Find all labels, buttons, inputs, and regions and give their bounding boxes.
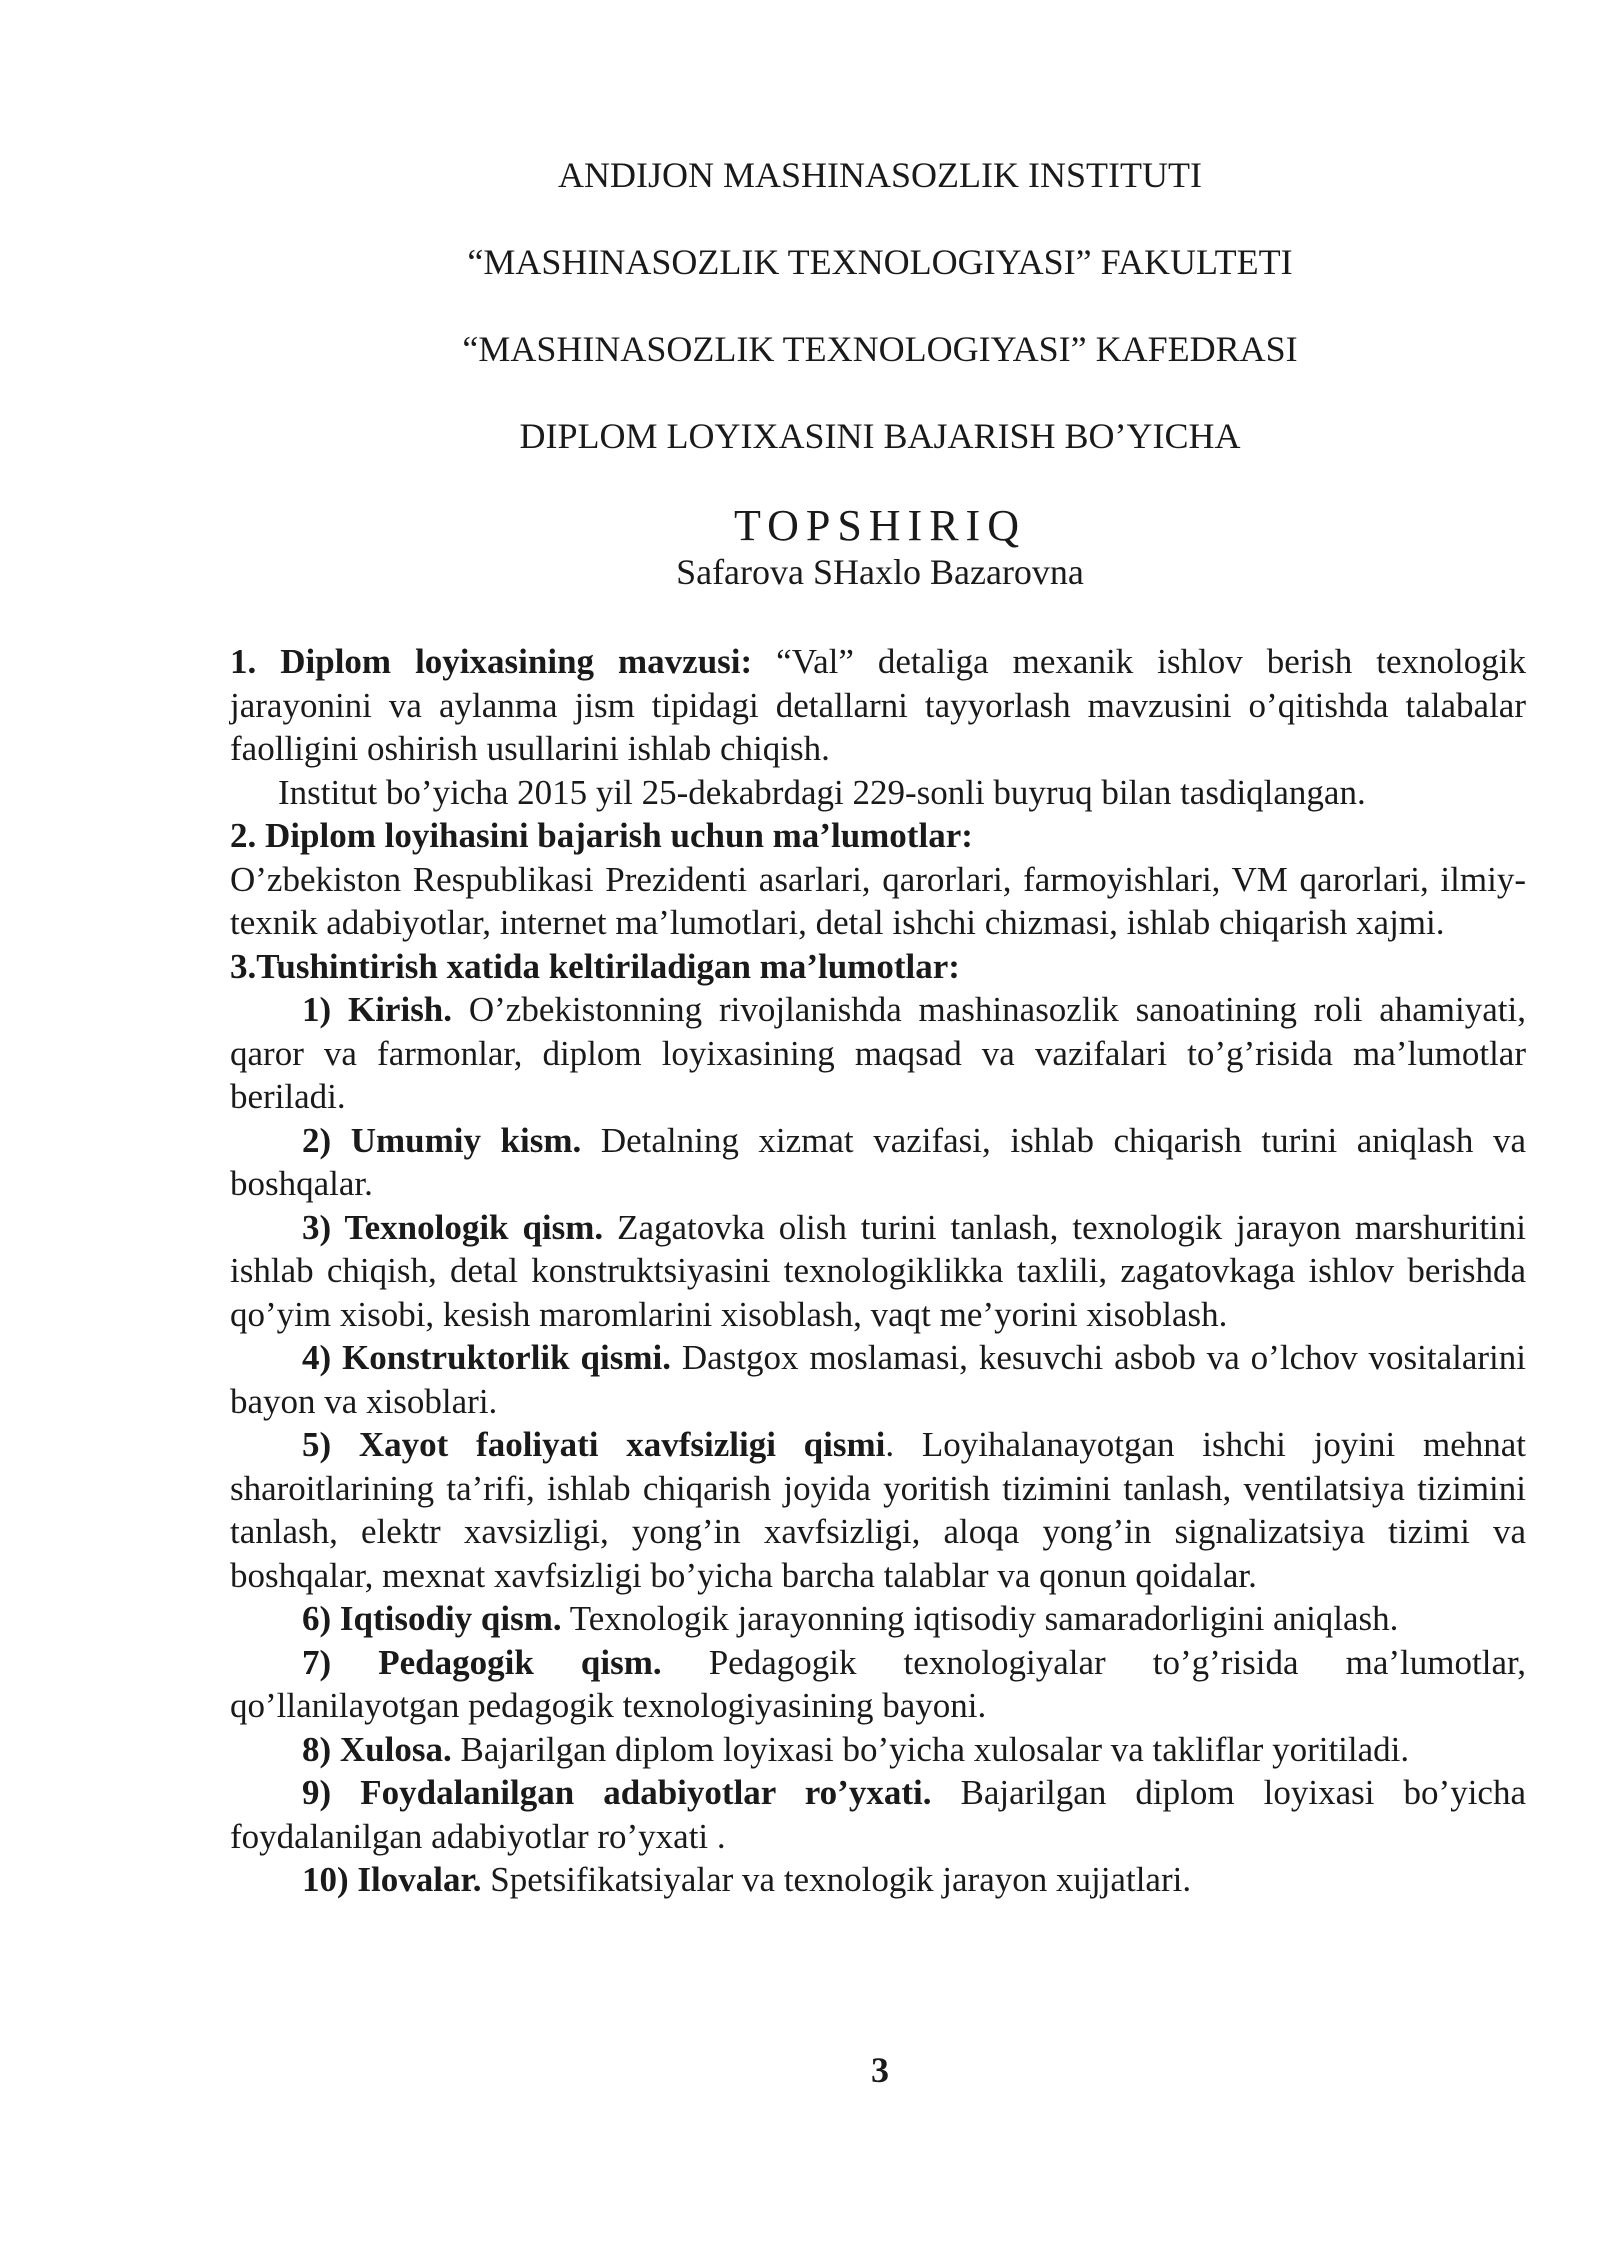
list-item-text: Detalning xizmat vazifasi, ishlab chiqarish turini aniqlash va boshqalar. [230,1120,1526,1203]
list-item-text: Dastgox moslamasi, kesuvchi asbob va o’lchov vositalarini bayon va xisoblari. [230,1338,1526,1421]
list-item [230,1858,1526,1902]
subject-heading: DIPLOM LOYIXASINI BAJARISH BO’YICHA [519,416,1241,456]
list-item-text: O’zbekistonning rivojlanishda mashinasozlik sanoatining roli ahamiyati, qaror va farmonlar, diplom loyixasining maqsad va vazifalari to’g’risida ma’lumotlar beriladi. [230,990,1526,1116]
section-2-heading: 2. Diplom loyihasini bajarish uchun ma’lumotlar: [230,816,973,855]
section-1-heading: 1. Diplom loyixasining mavzusi: [230,642,753,681]
list-item [230,1597,1526,1641]
list-item [230,1728,1526,1772]
list-item [230,1206,1526,1337]
list-item-text: Texnologik jarayonning iqtisodiy samaradorligini aniqlash. [561,1599,1399,1638]
list-item-text: Zagatovka olish turini tanlash, texnologik jarayon marshuritini ishlab chiqish, detal konstruktsiyasini texnologiklikka taxlili, zagatovkaga ishlov berishda qo’yim xisobi, kesish maromlarini xisoblash, vaqt me’yorini xisoblash. [230,1207,1526,1334]
list-item-label: 8) Xulosa. [302,1729,452,1769]
list-item-label: 9) Foydalanilgan adabiyotlar ro’yxati. [302,1773,932,1812]
list-item-label: 7) Pedagogik qism. [302,1642,662,1682]
list-item [230,1119,1526,1206]
list-item [230,1336,1526,1423]
list-item-text: Pedagogik texnologiyalar to’g’risida ma’lumotlar, qo’llanilayotgan pedagogik texnologiyasining bayoni. [230,1642,1526,1725]
list-item-text: . Loyihalanayotgan ishchi joyini mehnat sharoitlarining ta’rifi, ishlab chiqarish joyida yoritish tizimini tanlash, ventilatsiya tizimini tanlash, elektr xavsizligi, yong’in xavfsizligi, aloqa yong’in signalizatsiya tizimi va boshqalar, mexnat xavfsizligi bo’yicha barcha talablar va qonun qoidalar. [230,1425,1527,1595]
list-item [230,988,1526,1119]
list-item-label: 2) Umumiy kism. [302,1120,582,1160]
section-3-paragraph [230,945,1526,989]
faculty-heading: “MASHINASOZLIK TEXNOLOGIYASI” FAKULTETI [467,242,1293,282]
list-item-label: 4) Konstruktorlik qismi. [302,1338,671,1377]
document-title: TOPSHIRIQ [733,501,1026,550]
list-item-label: 10) Ilovalar. [302,1860,482,1899]
list-item-label: 6) Iqtisodiy qism. [302,1599,562,1638]
institute-heading: ANDIJON MASHINASOZLIK INSTITUTI [558,155,1202,195]
page-number: 3 [871,2050,889,2090]
list-item [230,1641,1526,1728]
department-heading: “MASHINASOZLIK TEXNOLOGIYASI” KAFEDRASI [462,329,1298,369]
list-item [230,1771,1526,1858]
list-item-label: 1) Kirish. [302,990,453,1029]
section-3-heading: 3.Tushintirish xatida keltiriladigan ma’lumotlar: [230,946,960,986]
list-item-label: 3) Texnologik qism. [302,1207,604,1247]
approval-note: Institut bo’yicha 2015 yil 25-dekabrdagi 229-sonli buyruq bilan tasdiqlangan. [278,772,1366,812]
section-2-paragraph [230,814,1526,858]
assignment-body [230,640,1526,1902]
section-1-paragraph [230,640,1526,771]
list-item-text: Bajarilgan diplom loyixasi bo’yicha xulosalar va takliflar yoritiladi. [451,1729,1410,1769]
list-item-text: Bajarilgan diplom loyixasi bo’yicha foydalanilgan adabiyotlar ro’yxati . [230,1773,1526,1856]
section-1-text: “Val” detaliga mexanik ishlov berish texnologik jarayonini va aylanma jism tipidagi detallarni tayyorlash mavzusini o’qitishda talabalar faolligini oshirish usullarini ishlab chiqish. [230,642,1526,768]
student-name: Safarova SHaxlo Bazarovna [676,552,1084,592]
list-item-text: Spetsifikatsiyalar va texnologik jarayon xujjatlari. [481,1860,1192,1899]
list-item-label: 5) Xayot faoliyati xavfsizligi qismi [302,1425,886,1464]
list-item [230,1423,1526,1597]
section-2-text: O’zbekiston Respublikasi Prezidenti asarlari, qarorlari, farmoyishlari, VM qarorlari, ilmiy-texnik adabiyotlar, internet ma’lumotlari, detal ishchi chizmasi, ishlab chiqarish xajmi. [230,859,1526,942]
